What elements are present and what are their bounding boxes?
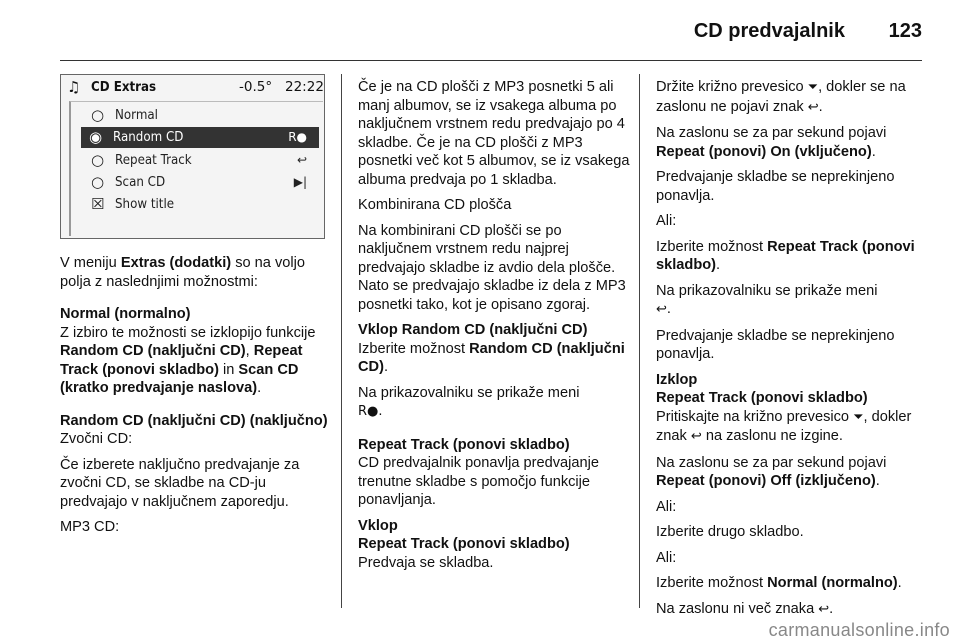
column-1 bbox=[60, 254, 332, 544]
repeat-continuous-1: Predvajanje skladbe se neprekinjeno ponavlja. bbox=[656, 169, 895, 204]
radio-off-icon: ○ bbox=[91, 173, 105, 191]
repeat-track-heading: Repeat Track (ponovi skladbo) bbox=[358, 436, 570, 453]
random-paragraph-1: Zvočni CD: bbox=[60, 431, 133, 447]
repeat-menu-paragraph: Na prikazovalniku se prikaže meni ↩. bbox=[656, 282, 878, 317]
repeat-continuous-2: Predvajanje skladbe se neprekinjeno ponavlja. bbox=[656, 327, 895, 362]
screen-item-show-title bbox=[83, 194, 319, 215]
repeat-icon: ↩ bbox=[690, 429, 702, 444]
mp3-paragraph: Če je na CD plošči z MP3 posnetki 5 ali manj albumov, se iz vsakega albuma po naključnem vrstnem redu predvajajo po 4 skladbe. Če je na CD plošči z MP3 posnetki več kot 5 albumov, se iz vsakega albuma predvaja po 1 skladba. bbox=[358, 79, 630, 188]
screen-title-bar bbox=[61, 75, 324, 100]
select-repeat-paragraph: Izberite možnost Repeat Track (ponovi skladbo). bbox=[656, 238, 915, 273]
repeat-off-message: Na zaslonu se za par sekund pojavi Repeat (ponovi) Off (izključeno). bbox=[656, 454, 887, 489]
screen-temperature: -0.5° bbox=[239, 79, 273, 95]
screen-title: CD Extras bbox=[91, 79, 157, 95]
repeat-on-message: Na zaslonu se za par sekund pojavi Repeat (ponovi) On (vključeno). bbox=[656, 125, 887, 160]
column-separator bbox=[341, 74, 342, 608]
rocker-down-icon: ⏷ bbox=[853, 409, 864, 425]
page-header-title: CD predvajalnik bbox=[693, 20, 845, 42]
random-on-heading: Vklop Random CD (naključni CD) bbox=[358, 322, 588, 338]
random-heading: Random CD (naključni CD) (naključno) bbox=[60, 412, 328, 429]
select-normal-paragraph: Izberite možnost Normal (normalno). bbox=[656, 575, 902, 591]
screen-item-label: Show title bbox=[115, 196, 175, 212]
screen-item-label: Normal bbox=[115, 107, 158, 123]
repeat-on-heading: Vklop Repeat Track (ponovi skladbo) bbox=[358, 517, 570, 552]
screen-item-repeat-track bbox=[83, 150, 319, 171]
column-3 bbox=[656, 78, 924, 626]
combined-cd-label: Kombinirana CD plošča bbox=[358, 197, 512, 213]
or-label-1: Ali: bbox=[656, 213, 677, 229]
hold-paragraph: Držite križno prevesico ⏷, dokler se na zaslonu ne pojavi znak ↩. bbox=[656, 79, 906, 115]
or-label-2: Ali: bbox=[656, 498, 677, 515]
normal-heading: Normal (normalno) bbox=[60, 306, 191, 322]
screen-item-normal bbox=[83, 105, 319, 126]
random-paragraph-3: MP3 CD: bbox=[60, 519, 120, 535]
cd-extras-screen bbox=[60, 74, 325, 239]
screen-item-label: Repeat Track bbox=[115, 152, 192, 168]
checkbox-checked-icon: ☒ bbox=[91, 195, 105, 213]
repeat-track-paragraph: CD predvajalnik ponavlja predvajanje trenutne skladbe s pomočjo funkcije ponavljanja. bbox=[358, 455, 599, 508]
screen-item-label: Scan CD bbox=[115, 174, 166, 190]
intro-paragraph: V meniju Extras (dodatki) so na voljo polja z naslednjimi možnostmi: bbox=[60, 255, 305, 290]
page-number: 123 bbox=[888, 20, 922, 42]
random-paragraph-2: Če izberete naključno predvajanje za zvočni CD, se skladbe na CD-ju predvajajo v naključnem zaporedju. bbox=[60, 456, 300, 510]
combined-cd-paragraph: Na kombinirani CD plošči se po naključnem vrstnem redu najprej predvajajo skladbe iz avdio dela plošče. Nato se predvajajo skladbe iz dela z MP3 posnetki tako, kot je opisano zgoraj. bbox=[358, 222, 626, 313]
music-note-icon: ♫ bbox=[67, 78, 81, 96]
select-other-track: Izberite drugo skladbo. bbox=[656, 524, 804, 540]
screen-item-label: Random CD bbox=[113, 129, 184, 145]
repeat-icon: ↩ bbox=[656, 302, 667, 317]
repeat-on-paragraph: Predvaja se skladba. bbox=[358, 554, 494, 571]
repeat-indicator-icon: ↩ bbox=[296, 153, 307, 167]
watermark-footer: carmanualsonline.info bbox=[768, 620, 950, 640]
repeat-icon: ↩ bbox=[818, 601, 830, 617]
scan-indicator-icon: ▶| bbox=[293, 175, 307, 189]
repeat-off-heading: Izklop Repeat Track (ponovi skladbo) bbox=[656, 371, 868, 406]
screen-item-random-cd bbox=[81, 127, 319, 148]
screen-item-scan-cd bbox=[83, 172, 319, 193]
radio-on-icon: ◉ bbox=[89, 128, 103, 146]
column-2 bbox=[358, 78, 630, 579]
random-on-paragraph: Izberite možnost Random CD (naključni CD). bbox=[358, 340, 625, 375]
random-indicator-icon: R● bbox=[358, 404, 379, 419]
no-repeat-sign-paragraph: Na zaslonu ni več znaka ↩. bbox=[656, 600, 834, 617]
random-on-menu-paragraph: Na prikazovalniku se prikaže meni R●. bbox=[358, 384, 580, 419]
or-label-3: Ali: bbox=[656, 549, 677, 566]
repeat-off-paragraph: Pritiskajte na križno prevesico ⏷, dokler znak ↩ na zaslonu ne izgine. bbox=[656, 408, 912, 444]
column-separator bbox=[639, 74, 640, 608]
radio-off-icon: ○ bbox=[91, 106, 105, 124]
random-indicator-icon: R● bbox=[288, 130, 307, 144]
radio-off-icon: ○ bbox=[91, 151, 105, 169]
rocker-down-icon: ⏷ bbox=[807, 80, 819, 95]
normal-paragraph: Z izbiro te možnosti se izklopijo funkcije Random CD (naključni CD), Repeat Track (ponovi skladbo) in Scan CD (kratko predvajanje naslova). bbox=[60, 324, 316, 396]
repeat-icon: ↩ bbox=[807, 99, 819, 115]
screen-clock: 22:22 bbox=[285, 79, 324, 95]
header-rule bbox=[60, 60, 922, 61]
